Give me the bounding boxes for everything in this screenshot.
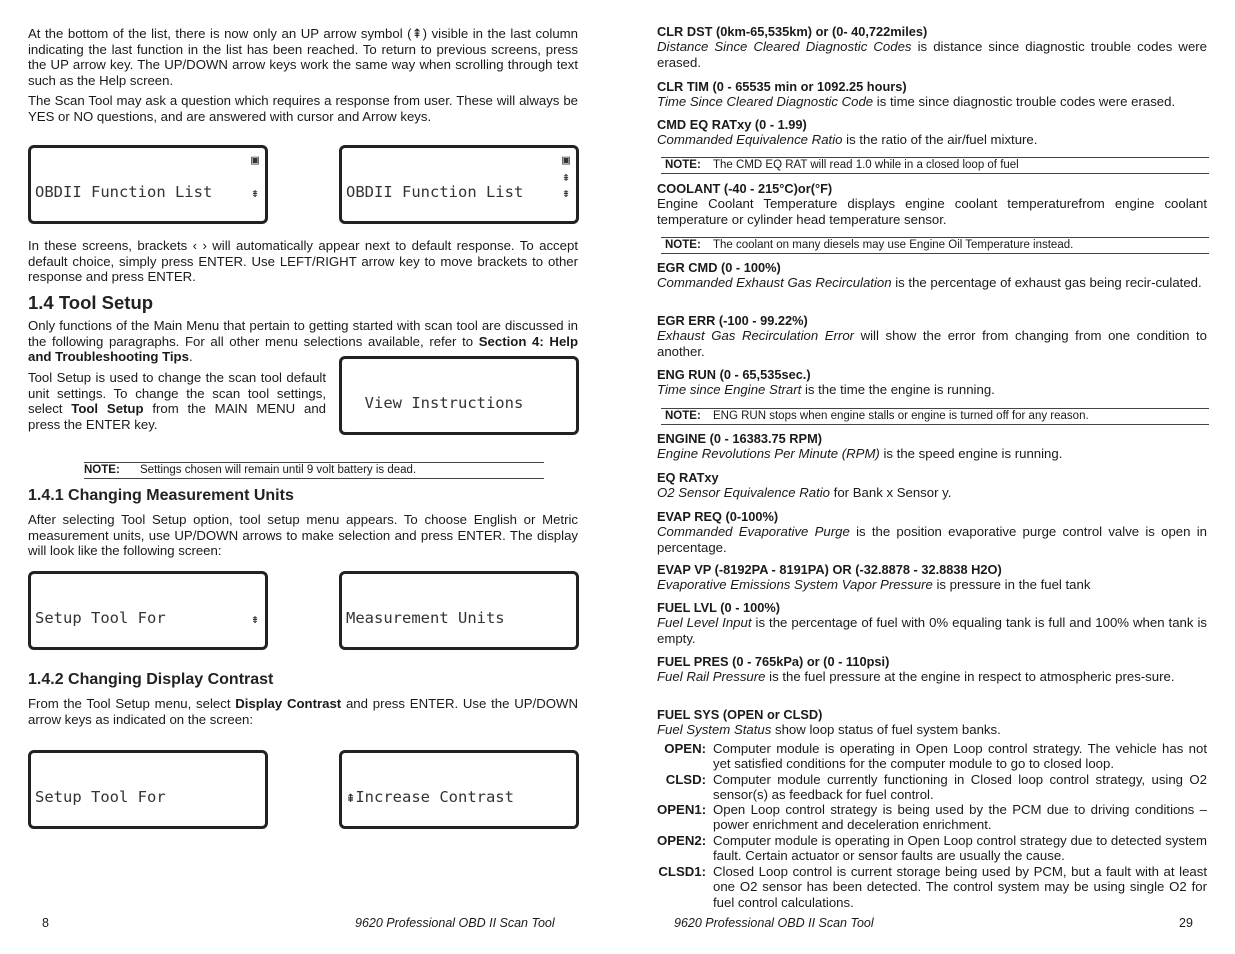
scroll-down-icon: ⇟: [251, 186, 259, 201]
entry-fuel-pres: FUEL PRES (0 - 765kPa) or (0 - 110psi) Fuel Rail Pressure is the fuel pressure at the engine in respect to atmospheric pres-sure.: [657, 654, 1175, 685]
paragraph-tool-setup: Tool Setup is used to change the scan tool default unit settings. To change the scan tool settings, select Tool Setup from the MAIN MENU and press the ENTER key.: [28, 370, 326, 432]
lcd-contrast: [339, 750, 579, 829]
definition-clsd: CLSD: Computer module currently functioning in Closed loop control strategy, using O2 sensor(s) as feedback for fuel control.: [665, 772, 1207, 803]
lcd-measurement-units: [339, 571, 579, 650]
entry-eng-run: ENG RUN (0 - 65,535sec.) Time since Engine Strart is the time the engine is running.: [657, 367, 995, 398]
up-arrow-icon: ⇞: [411, 26, 423, 41]
lcd-line: OBDII Function List: [346, 183, 524, 201]
definition-open1: OPEN1: Open Loop control strategy is being used by the PCM due to driving conditions – power enrichment and deceleration enrichment.: [657, 802, 1207, 833]
right-page: [617, 0, 1235, 954]
paragraph-yes-no: The Scan Tool may ask a question which requires a response from user. These will always be YES or NO questions, and are answered with cursor and Arrow keys.: [28, 93, 578, 124]
entry-cmd-eq-rat: CMD EQ RATxy (0 - 1.99) Commanded Equivalence Ratio is the ratio of the air/fuel mixture.: [657, 117, 1038, 148]
scroll-down-icon: ⇟: [562, 186, 570, 201]
note-eng-run: NOTE: ENG RUN stops when engine stalls or engine is turned off for any reason.: [661, 408, 1209, 425]
lcd-instructions: [339, 356, 579, 435]
entry-engine-rpm: ENGINE (0 - 16383.75 RPM) Engine Revolutions Per Minute (RPM) is the speed engine is running.: [657, 431, 1063, 462]
entry-fuel-sys: FUEL SYS (OPEN or CLSD) Fuel System Status show loop status of fuel system banks.: [657, 707, 1001, 738]
entry-egr-cmd: EGR CMD (0 - 100%) Commanded Exhaust Gas Recirculation is the percentage of exhaust gas being recir-culated.: [657, 260, 1202, 291]
lcd-function-list-2: [339, 145, 579, 224]
paragraph-main-menu: Only functions of the Main Menu that pertain to getting started with scan tool are discussed in the following paragraphs. For all other menu selections available, refer to Section 4: Help and Troubleshooting Tips.: [28, 318, 578, 365]
paragraph-brackets: In these screens, brackets ‹ › will automatically appear next to default response. To accept default choice, simply press ENTER. Use LEFT/RIGHT arrow key to move brackets to other response and press ENTER.: [28, 238, 578, 285]
page-number: 8: [42, 916, 49, 930]
left-page: [0, 0, 617, 954]
entry-coolant: COOLANT (-40 - 215°C)or(°F) Engine Coolant Temperature displays engine coolant temperaturefrom engine coolant temperature or cylinder head temperature sensor.: [657, 181, 1207, 227]
subsection-heading-contrast: 1.4.2 Changing Display Contrast: [28, 671, 274, 688]
note-battery: [84, 462, 544, 479]
paragraph-up-arrow: At the bottom of the list, there is now only an UP arrow symbol (⇞) visible in the last column indicating the last function in the list has been reached. To return to previous screens, press the UP arrow key. The UP/DOWN arrow keys work the same way when scrolling through text such as the Help screen.: [28, 26, 578, 88]
lcd-line: Setup Tool For: [35, 788, 166, 806]
lcd-line: OBDII Function List: [35, 183, 213, 201]
note-coolant: NOTE: The coolant on many diesels may use Engine Oil Temperature instead.: [661, 237, 1209, 254]
entry-eq-rat: EQ RATxy O2 Sensor Equivalence Ratio for Bank x Sensor y.: [657, 470, 952, 501]
entry-clr-tim: CLR TIM (0 - 65535 min or 1092.25 hours) Time Since Cleared Diagnostic Code is time since diagnostic trouble codes were erased.: [657, 79, 1176, 110]
note-text: Settings chosen will remain until 9 volt battery is dead.: [140, 464, 417, 476]
lcd-setup-menu-2: [28, 750, 268, 829]
lcd-setup-menu-1: [28, 571, 268, 650]
lcd-line: Setup Tool For: [35, 609, 166, 627]
note-label: NOTE:: [84, 464, 120, 476]
lcd-function-list-1: [28, 145, 268, 224]
entry-evap-vp: EVAP VP (-8192PA - 8191PA) OR (-32.8878 - 32.8838 H2O) Evaporative Emissions System Vapor Pressure is pressure in the fuel tank: [657, 562, 1091, 593]
lcd-line: Measurement Units: [346, 609, 505, 627]
entry-clr-dst: CLR DST (0km-65,535km) or (0- 40,722miles) Distance Since Cleared Diagnostic Codes is distance since diagnostic trouble codes were erased.: [657, 24, 1208, 70]
entry-egr-err: EGR ERR (-100 - 99.22%) Exhaust Gas Recirculation Error will show the error from changing from one condition to another.: [657, 313, 1207, 359]
entry-fuel-lvl: FUEL LVL (0 - 100%) Fuel Level Input is the percentage of fuel with 0% equaling tank is full and 100% when tank is empty.: [657, 600, 1207, 646]
paragraph-units: After selecting Tool Setup option, tool setup menu appears. To choose English or Metric measurement units, use UP/DOWN arrows to make selection and press ENTER. The display will look like the following screen:: [28, 512, 578, 559]
definition-clsd1: CLSD1: Closed Loop control is current storage being used by PCM, but a fault with at least one O2 sensor has been detected. The control system may be using single O2 for fuel control calculations.: [658, 864, 1207, 910]
scroll-top-icon: ▣: [251, 153, 259, 168]
lcd-line: View Instructions: [346, 394, 524, 412]
footer-title: 9620 Professional OBD II Scan Tool: [355, 916, 555, 930]
entry-evap-req: EVAP REQ (0-100%) Commanded Evaporative Purge is the position evaporative purge control valve is open in percentage.: [657, 509, 1207, 555]
scroll-top-icon: ▣: [562, 153, 570, 168]
footer-title: 9620 Professional OBD II Scan Tool: [674, 916, 874, 930]
note-cmd-eq-rat: NOTE: The CMD EQ RAT will read 1.0 while in a closed loop of fuel: [661, 157, 1209, 174]
page-number: 29: [1179, 916, 1193, 930]
definition-open: OPEN: Computer module is operating in Open Loop control strategy. The vehicle has not yet satisfied conditions for the computer module to go to closed loop.: [664, 741, 1207, 772]
subsection-heading-units: 1.4.1 Changing Measurement Units: [28, 487, 294, 504]
paragraph-contrast: From the Tool Setup menu, select Display Contrast and press ENTER. Use the UP/DOWN arrow keys as indicated on the screen:: [28, 696, 578, 727]
lcd-line: ⇞Increase Contrast: [346, 788, 514, 806]
definition-open2: OPEN2: Computer module is operating in Open Loop control strategy due to detected system fault. Certain actuator or sensor faults are usually the cause.: [657, 833, 1207, 864]
scroll-down-icon: ⇟: [251, 612, 259, 627]
scroll-up-icon: ⇞: [562, 170, 570, 185]
section-heading-tool-setup: 1.4 Tool Setup: [28, 292, 154, 313]
